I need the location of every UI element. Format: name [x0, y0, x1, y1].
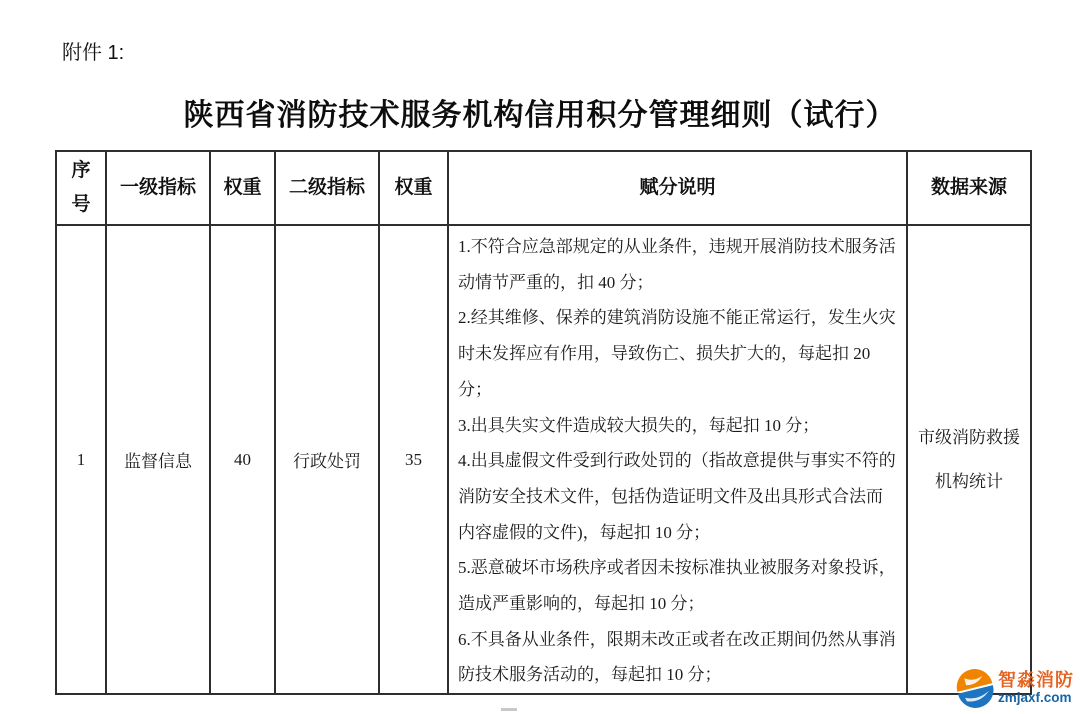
- header-scoring-description: 赋分说明: [448, 151, 907, 225]
- credit-score-rules-table: [55, 150, 1032, 695]
- attachment-label: 附件 1:: [62, 42, 125, 64]
- cell-scoring-description: [448, 225, 907, 694]
- brand-text-block: [998, 671, 1074, 705]
- site-watermark: [955, 668, 1074, 708]
- scoring-item-5: 5.恶意破坏市场秩序或者因未按标准执业被服务对象投诉，造成严重影响的，每起扣 10 分；: [458, 558, 896, 614]
- table-row: [56, 225, 1031, 694]
- cell-secondary-indicator: 行政处罚: [275, 225, 379, 694]
- table-header-row: [56, 151, 1031, 225]
- scoring-item-1: 1.不符合应急部规定的从业条件，违规开展消防技术服务活动情节严重的，扣 40 分；: [458, 237, 896, 292]
- page-cut-mark: [501, 708, 517, 711]
- cell-secondary-weight: 35: [379, 225, 448, 694]
- zhimiao-logo-icon: [955, 668, 995, 708]
- header-serial-number: [56, 151, 106, 225]
- header-primary-weight: 权重: [210, 151, 275, 225]
- cell-serial-number: 1: [56, 225, 106, 694]
- scoring-item-2: 2.经其维修、保养的建筑消防设施不能正常运行，发生火灾时未发挥应有作用，导致伤亡、损失扩大的，每起扣 20 分；: [458, 308, 896, 399]
- header-data-source: 数据来源: [907, 151, 1031, 225]
- brand-url: zmjaxf.com: [998, 690, 1072, 706]
- header-serial-number-label: 序号: [71, 160, 91, 215]
- scoring-item-6: 6.不具备从业条件，限期未改正或者在改正期间仍然从事消防技术服务活动的，每起扣 10 分；: [458, 629, 896, 685]
- cell-data-source: 市级消防救援机构统计: [907, 225, 1031, 694]
- scoring-item-4: 4.出具虚假文件受到行政处罚的（指故意提供与事实不符的消防安全技术文件，包括伪造证明文件及出具形式合法而内容虚假的文件)，每起扣 10 分；: [458, 451, 896, 542]
- header-primary-indicator: 一级指标: [106, 151, 210, 225]
- scoring-item-3: 3.出具失实文件造成较大损失的，每起扣 10 分；: [458, 415, 820, 435]
- cell-primary-weight: 40: [210, 225, 275, 694]
- header-secondary-weight: 权重: [379, 151, 448, 225]
- brand-name: 智淼消防: [998, 670, 1074, 691]
- document-title: 陕西省消防技术服务机构信用积分管理细则（试行）: [183, 99, 897, 132]
- header-secondary-indicator: 二级指标: [275, 151, 379, 225]
- cell-primary-indicator: 监督信息: [106, 225, 210, 694]
